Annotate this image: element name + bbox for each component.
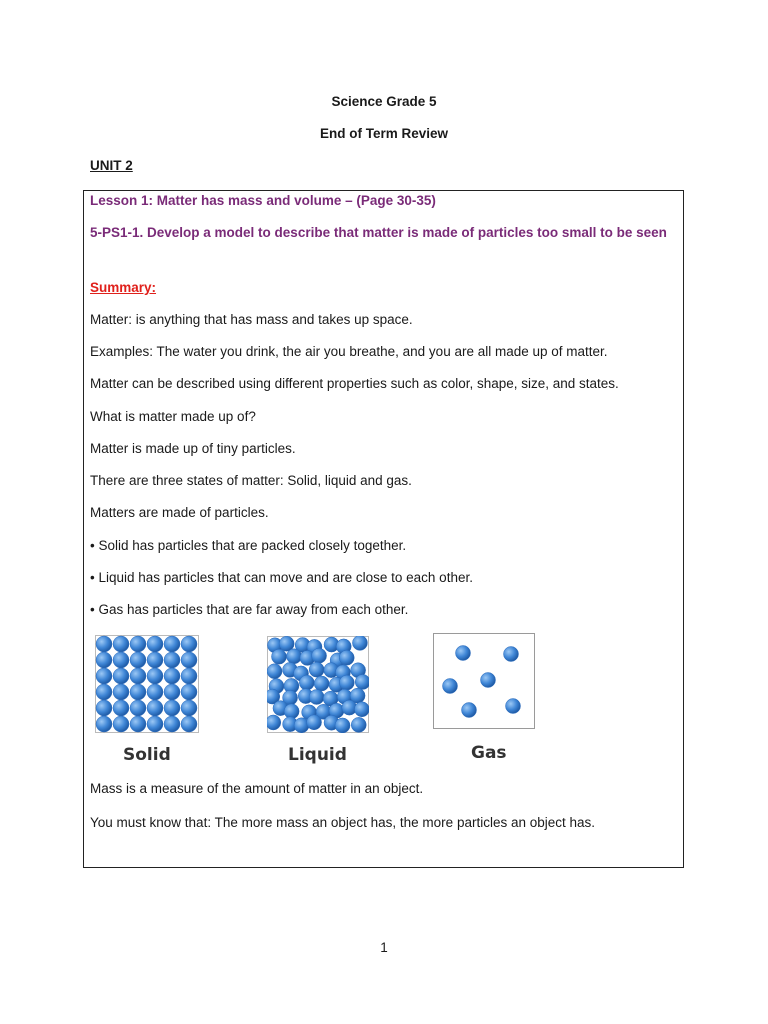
solid-particle (96, 716, 112, 732)
bullet-solid: • Solid has particles that are packed closely together. (90, 538, 407, 553)
solid-particle (164, 668, 180, 684)
page-number: 1 (380, 940, 388, 955)
solid-particle (113, 668, 129, 684)
liquid-particle (267, 664, 282, 679)
solid-particle (181, 636, 197, 652)
unit-heading: UNIT 2 (90, 158, 133, 173)
solid-particle (130, 652, 146, 668)
solid-particle (130, 684, 146, 700)
solid-particle (130, 636, 146, 652)
solid-particle (96, 700, 112, 716)
liquid-particles-image (267, 636, 369, 733)
liquid-particle (271, 649, 286, 664)
lesson-box (83, 190, 684, 868)
solid-particles-image (95, 635, 199, 733)
liquid-particle (307, 715, 322, 730)
bullet-gas: • Gas has particles that are far away from each other. (90, 602, 409, 617)
liquid-particle (299, 675, 314, 690)
solid-particle (147, 700, 163, 716)
liquid-particle (335, 718, 350, 733)
summary-line: Matter: is anything that has mass and takes up space. (90, 312, 413, 327)
solid-particle (96, 652, 112, 668)
liquid-particle (355, 674, 369, 689)
liquid-particle (312, 648, 327, 663)
summary-line: Matter can be described using different properties such as color, shape, size, and states. (90, 376, 619, 391)
gas-particle (506, 699, 521, 714)
solid-label: Solid (123, 745, 171, 765)
gas-label: Gas (471, 743, 507, 763)
solid-particle (113, 652, 129, 668)
solid-particle (130, 716, 146, 732)
solid-particle (130, 700, 146, 716)
solid-particle (147, 636, 163, 652)
solid-particle (96, 668, 112, 684)
solid-particle (96, 636, 112, 652)
liquid-particle (309, 689, 324, 704)
solid-particle (113, 716, 129, 732)
solid-particle (147, 716, 163, 732)
gas-particle (456, 646, 471, 661)
liquid-particle (354, 702, 369, 717)
solid-particle (164, 716, 180, 732)
summary-line: There are three states of matter: Solid, liquid and gas. (90, 473, 412, 488)
liquid-particle (309, 662, 324, 677)
summary-line: Matter is made up of tiny particles. (90, 441, 296, 456)
liquid-particle (351, 717, 366, 732)
lesson-title: Lesson 1: Matter has mass and volume – (Page 30-35) (90, 193, 436, 208)
solid-particle (164, 700, 180, 716)
solid-particle (130, 668, 146, 684)
mass-note: You must know that: The more mass an object has, the more particles an object has. (90, 815, 596, 830)
liquid-label: Liquid (288, 745, 347, 765)
gas-particles-image (433, 633, 535, 729)
solid-particle (96, 684, 112, 700)
summary-line: What is matter made up of? (90, 409, 256, 424)
solid-particle (113, 636, 129, 652)
gas-particle (481, 673, 496, 688)
lesson-standard: 5-PS1-1. Develop a model to describe that matter is made of particles too small to be seen (90, 225, 667, 240)
bullet-liquid: • Liquid has particles that can move and are close to each other. (90, 570, 473, 585)
summary-label: Summary: (90, 280, 157, 295)
liquid-particle (314, 676, 329, 691)
gas-particle (443, 679, 458, 694)
liquid-particle (352, 636, 367, 650)
liquid-particle (339, 675, 354, 690)
solid-particle (164, 636, 180, 652)
solid-particle (147, 668, 163, 684)
solid-particle (181, 716, 197, 732)
solid-particle (164, 684, 180, 700)
document-title: Science Grade 5 (331, 94, 437, 109)
solid-particle (147, 652, 163, 668)
solid-particle (147, 684, 163, 700)
gas-particle (462, 703, 477, 718)
solid-particle (181, 652, 197, 668)
solid-particle (181, 684, 197, 700)
solid-particle (181, 700, 197, 716)
gas-particle (504, 647, 519, 662)
liquid-particle (339, 650, 354, 665)
solid-particle (113, 684, 129, 700)
solid-particle (181, 668, 197, 684)
solid-particle (113, 700, 129, 716)
mass-definition: Mass is a measure of the amount of matter in an object. (90, 781, 424, 796)
solid-particle (164, 652, 180, 668)
liquid-particle (284, 704, 299, 719)
liquid-particle (267, 715, 281, 730)
document-subtitle: End of Term Review (319, 126, 449, 141)
summary-line: Examples: The water you drink, the air you breathe, and you are all made up of matter. (90, 344, 608, 359)
liquid-particle (287, 649, 302, 664)
summary-line: Matters are made of particles. (90, 505, 269, 520)
